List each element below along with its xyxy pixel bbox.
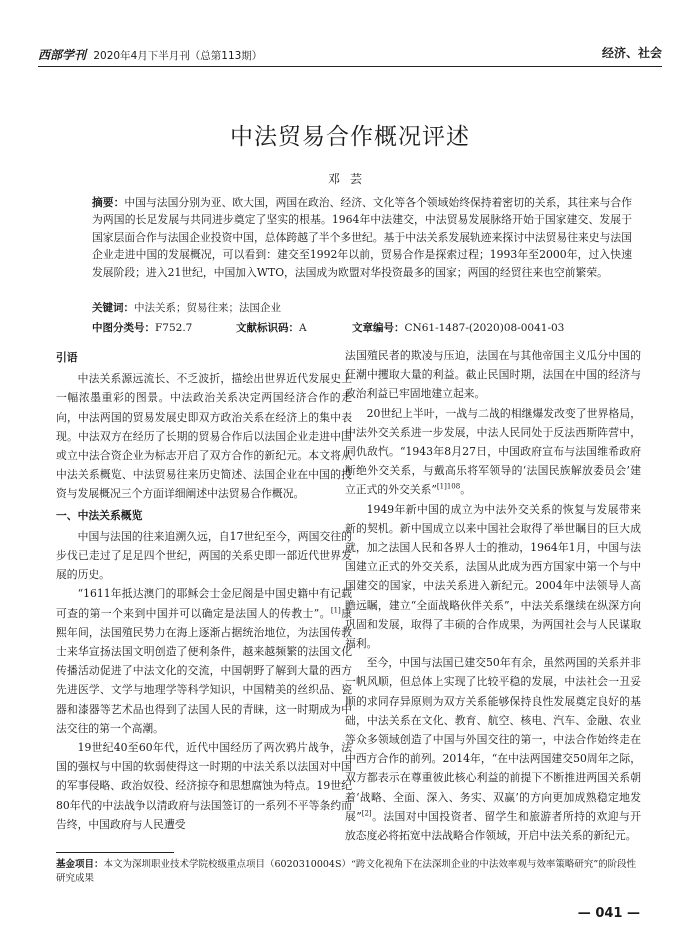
paragraph-text: 20世纪上半叶，一战与二战的相继爆发改变了世界格局，中法外交关系进一步发展，中法人民同处于反法西斯阵营中，同仇敌忾。“1943年8月27日，中国政府宣布与法国维希政府断绝外交关系，与戴高乐将军领导的‘法国民族解放委员会’建立正式的外交关系” bbox=[345, 406, 641, 497]
abstract-label: 摘要： bbox=[92, 196, 125, 209]
section-1-heading: 一、中法关系概览 bbox=[56, 508, 143, 522]
paragraph-text: 至今，中国与法国已建交50年有余，虽然两国的关系并非一帆风顺，但总体上实现了比较平稳的发展，中法社会一丑妥顺的求同存异原则为双方关系能够保持良性发展奠定良好的基础，中法关系在文化、教育、航空、核电、汽车、金融、农业等众多领域创造了中国与外国交往的第一，中法合作始终走在中西方合作的前列。2014年，“在中法两国建交50周年之际，双方都表示在尊重彼此核心利益的前提下不断推进两国关系朝着‘战略、全面、深入、务实、双赢’的方向更加成熟稳定地发展” bbox=[345, 656, 641, 823]
paragraph-1949: 1949年新中国的成立为中法外交关系的恢复与发展带来新的契机。新中国成立以来中国社会取得了举世瞩目的巨大成就，加之法国人民和各界人士的推动，1964年1月，中国与法国建立正式的外交关系，法国从此成为西方国家中第一个与中国建交的国家，中法关系进入新纪元。2004年中法领导人高瞻远瞩，建立“全面战略伙伴关系”，中法关系继续在纵深方向巩固和发展，取得了丰硕的合作成果，为两国社会与人民谋取福利。 bbox=[345, 502, 641, 651]
journal-name: 西部学刊 bbox=[38, 48, 87, 62]
continued-paragraph: 法国殖民者的欺凌与压迫，法国在与其他帝国主义瓜分中国的狂潮中攫取大量的利益。截止民国时期，法国在中国的经济与政治利益已牢固地建立起来。 bbox=[345, 349, 641, 401]
clc-label: 中图分类号： bbox=[92, 322, 155, 334]
section-name: 经济、社会 bbox=[601, 46, 662, 60]
citation-ref: [1] bbox=[330, 606, 341, 615]
header-left bbox=[38, 46, 262, 63]
page-number: — 041 — bbox=[577, 906, 640, 921]
section-1-paragraph-3: 19世纪40至60年代，近代中国经历了两次鸦片战争，法国的强权与中国的软弱使得这一时期的中法关系以法国对中国的军事侵略、政治奴役、经济掠夺和思想腐蚀为特点。19世纪80年代的中法战争以清政府与法国签订的一系列不平等条约而告终，中国政府与人民遭受 bbox=[56, 741, 352, 831]
section-1-paragraph-1: 中国与法国的往来追溯久远，自17世纪至今，两国交往的步伐已走过了足足四个世纪，两国的关系史即一部近代世界发展的历史。 bbox=[56, 529, 352, 582]
section-1-paragraph-2 bbox=[56, 584, 352, 738]
intro-heading: 引语 bbox=[56, 351, 78, 364]
left-column bbox=[56, 346, 352, 834]
article-value: CN61-1487-(2020)08-0041-03 bbox=[404, 322, 565, 334]
citation-ref: [2] bbox=[361, 809, 372, 818]
article-label: 文章编号： bbox=[352, 322, 405, 334]
paragraph-ww bbox=[345, 404, 641, 500]
citation-ref: [1]108 bbox=[436, 482, 461, 491]
doc-label: 文献标识码： bbox=[236, 322, 299, 334]
fund-note bbox=[56, 858, 640, 886]
keywords-text: 中法关系；贸易往来；法国企业 bbox=[134, 302, 281, 314]
abstract bbox=[92, 194, 632, 281]
paragraph-text: 。法国对中国投资者、留学生和旅游者所持的欢迎与开放态度必将拓宽中法战略合作领域，开启中法关系的新纪元。 bbox=[345, 809, 641, 843]
paragraph-today bbox=[345, 653, 641, 845]
clc-number bbox=[92, 320, 192, 335]
fund-text: 本文为深圳职业技术学院校级重点项目（6020310004S）“跨文化视角下在法深圳企业的中法效率观与效率策略研究”的阶段性研究成果 bbox=[56, 859, 637, 884]
article-number bbox=[352, 320, 564, 335]
keywords-label: 关键词： bbox=[92, 302, 134, 314]
article-title: 中法贸易合作概况评述 bbox=[230, 124, 470, 150]
paragraph-text: 康熙年间，法国殖民势力在海上逐渐占据统治地位，为法国传教士来华宣扬法国文明创造了便利条件，越来越频繁的法国文化传播活动促进了中法文化的交流，中国朝野了解到大量的西方先进医学、文学与地理学等科学知识，中国精美的丝织品、瓷器和漆器等艺术品也得到了法国人民的青睐，这一时期成为中法交往的第一个高潮。 bbox=[56, 606, 352, 735]
keywords bbox=[92, 300, 281, 315]
clc-value: F752.7 bbox=[155, 322, 193, 334]
footnote-divider bbox=[56, 852, 174, 853]
fund-label: 基金项目： bbox=[56, 859, 104, 870]
doc-value: A bbox=[299, 322, 307, 334]
abstract-text: 中国与法国分别为亚、欧大国，两国在政治、经济、文化等各个领域始终保持着密切的关系，其往来与合作为两国的长足发展与共同进步奠定了坚实的根基。1964年中法建交，中法贸易发展脉络开始于国家建交、发展于国家层面合作与法国企业投资中国，总体跨越了半个多世纪。基于中法关系发展轨迹来探讨中法贸易往来史与法国企业走进中国的发展概况，可以看到：建交至1992年以前，贸易合作是探索过程；1993年至2000年，过入快速发展阶段；进入21世纪，中国加入WTO，法国成为欧盟对华投资最多的国家；两国的经贸往来也空前繁荣。 bbox=[92, 196, 633, 279]
issue-info: 2020年4月下半月刊（总第113期） bbox=[93, 50, 263, 62]
author-name: 邓芸 bbox=[327, 172, 372, 186]
document-code bbox=[236, 320, 307, 335]
paragraph-text: “1611年抵达澳门的耶稣会士金尼阁是中国史籍中有记载可查的第一个来到中国并可以确定是法国人的传教士”。 bbox=[56, 587, 352, 620]
right-column bbox=[345, 346, 641, 845]
running-header bbox=[38, 40, 662, 67]
intro-paragraph: 中法关系源远流长、不乏波折，描绘出世界近代发展史上一幅浓墨重彩的图景。中法政治关系决定两国经济合作的走向，中法两国的贸易发展史即双方政治关系在经济上的集中表现。中法双方在经历了长期的贸易合作后以法国企业走进中国或立中法合资企业为标志开启了双方合作的新纪元。本文将从中法关系概览、中法贸易往来历史简述、法国企业在中国的投资与发展概况三个方面详细阐述中法贸易合作概况。 bbox=[56, 372, 352, 501]
paragraph-text: 。 bbox=[460, 483, 471, 497]
